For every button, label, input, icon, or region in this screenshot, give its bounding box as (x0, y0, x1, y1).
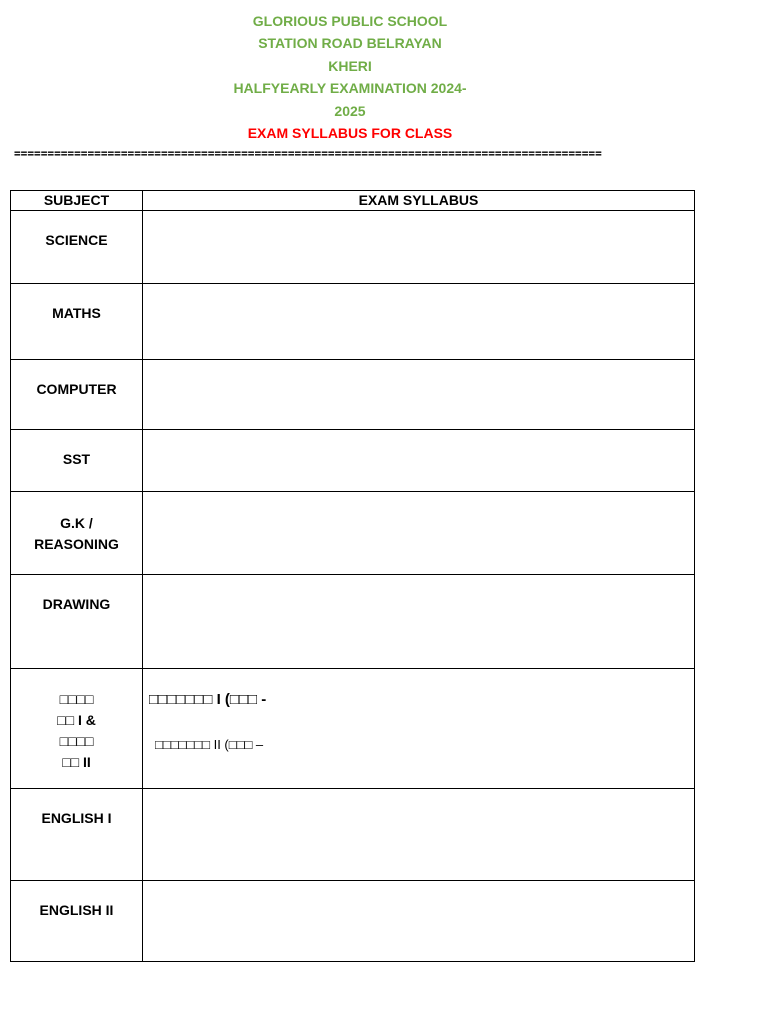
subject-cell: ENGLISH II (11, 881, 143, 962)
table-row (11, 360, 695, 430)
school-district: KHERI (328, 57, 372, 74)
school-name: GLORIOUS PUBLIC SCHOOL (252, 13, 448, 29)
table-header-row (11, 191, 695, 211)
subject-line: □□□□ (59, 733, 94, 749)
subject-cell: SCIENCE (11, 211, 143, 284)
subject-line: G.K / (60, 515, 93, 531)
subject-cell (11, 669, 143, 789)
syllabus-cell[interactable] (143, 284, 695, 360)
syllabus-cell[interactable] (143, 360, 695, 430)
syllabus-cell[interactable] (143, 669, 695, 789)
syllabus-line: □□□□□□□ II (□□□ – (155, 737, 264, 752)
subject-line: REASONING (34, 536, 119, 552)
exam-year-end: 2025 (334, 102, 366, 119)
syllabus-cell[interactable] (143, 430, 695, 492)
column-header-subject: SUBJECT (11, 191, 143, 211)
table-row (11, 669, 695, 789)
document-header (0, 10, 700, 144)
subject-line: □□ I & (57, 712, 96, 728)
subject-line: □□ II (62, 754, 91, 770)
subject-cell: ENGLISH I (11, 789, 143, 881)
subject-cell: DRAWING (11, 575, 143, 669)
subject-cell: SST (11, 430, 143, 492)
syllabus-cell[interactable] (143, 492, 695, 575)
divider-line: ======================================================================================== (14, 147, 602, 160)
table-row (11, 211, 695, 284)
table-row (11, 575, 695, 669)
syllabus-table (10, 190, 695, 962)
subject-cell (11, 492, 143, 575)
table-row (11, 430, 695, 492)
table-row (11, 789, 695, 881)
table-row (11, 492, 695, 575)
syllabus-cell[interactable] (143, 881, 695, 962)
subject-line: □□□□ (59, 691, 94, 707)
table-row (11, 284, 695, 360)
syllabus-cell[interactable] (143, 789, 695, 881)
subject-cell: MATHS (11, 284, 143, 360)
column-header-syllabus: EXAM SYLLABUS (143, 191, 695, 211)
subject-cell: COMPUTER (11, 360, 143, 430)
table-row (11, 881, 695, 962)
syllabus-cell[interactable] (143, 211, 695, 284)
exam-title: HALFYEARLY EXAMINATION 2024- (233, 80, 467, 97)
school-address: STATION ROAD BELRAYAN (258, 35, 442, 52)
syllabus-cell[interactable] (143, 575, 695, 669)
syllabus-heading: EXAM SYLLABUS FOR CLASS (247, 125, 453, 142)
syllabus-line: □□□□□□□ I (□□□ - (149, 691, 267, 708)
